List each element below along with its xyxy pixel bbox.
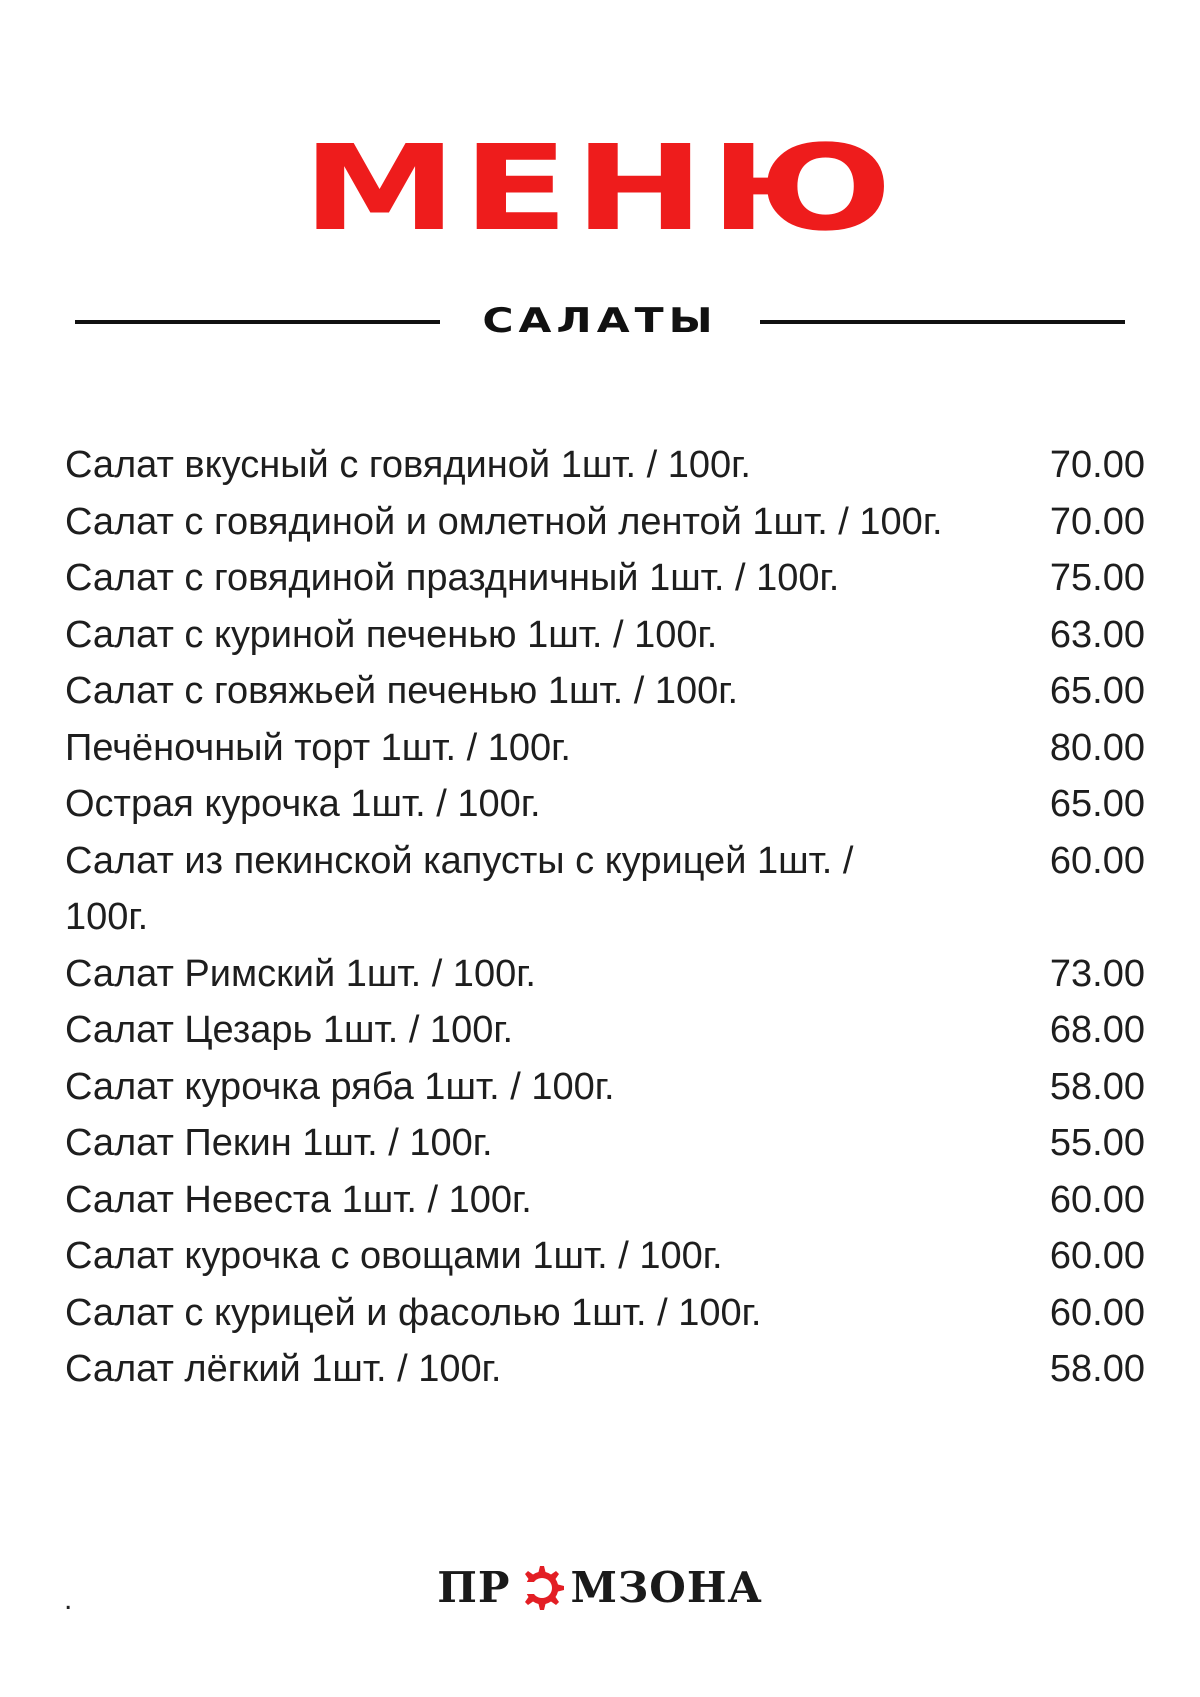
menu-item-price: 55.00 xyxy=(1049,1122,1145,1164)
menu-item-price: 60.00 xyxy=(1049,1291,1145,1334)
menu-item-price: 60.00 xyxy=(1049,1235,1145,1277)
menu-item-name: Салат из пекинской капусты с курицей 1шт. / 100г. xyxy=(65,839,854,938)
menu-item-price: 75.00 xyxy=(1049,557,1145,599)
footer-mark: . xyxy=(64,1583,73,1616)
menu-item-name: Салат с куриной печенью 1шт. / 100г. xyxy=(65,613,718,656)
menu-item xyxy=(65,1172,1145,1229)
menu-item xyxy=(65,1002,1145,1059)
menu-item-name: Салат курочка ряба 1шт. / 100г. xyxy=(65,1065,615,1108)
section-title: САЛАТЫ xyxy=(482,301,718,341)
menu-item xyxy=(65,437,1145,494)
logo-text-prefix: ПР xyxy=(437,1563,511,1612)
menu-item-name: Салат с говядиной и омлетной лентой 1шт. / 100г. xyxy=(65,500,943,543)
menu-item-name: Салат с говяжьей печенью 1шт. / 100г. xyxy=(65,670,739,712)
brand-logo xyxy=(0,1558,1200,1618)
menu-item xyxy=(65,1341,1145,1398)
menu-item-name: Салат с курицей и фасолью 1шт. / 100г. xyxy=(65,1291,762,1334)
menu-item-price: 58.00 xyxy=(1049,1348,1145,1390)
menu-item-name: Салат Цезарь 1шт. / 100г. xyxy=(65,1009,514,1051)
menu-item xyxy=(65,776,1145,833)
menu-item-list xyxy=(65,437,1145,1398)
menu-item-name: Печёночный торт 1шт. / 100г. xyxy=(65,726,571,769)
menu-item-price: 70.00 xyxy=(1049,444,1145,486)
section-divider-left xyxy=(75,320,440,324)
menu-item xyxy=(65,663,1145,720)
menu-item-price: 60.00 xyxy=(1049,1178,1145,1221)
menu-item-name: Салат Римский 1шт. / 100г. xyxy=(65,952,536,995)
logo-text-suffix: МЗОНА xyxy=(570,1563,763,1612)
menu-item xyxy=(65,1285,1145,1342)
menu-item-price: 65.00 xyxy=(1049,670,1145,712)
menu-item-price: 60.00 xyxy=(1049,839,1145,882)
menu-item-name: Салат Пекин 1шт. / 100г. xyxy=(65,1122,493,1164)
menu-item xyxy=(65,833,1145,946)
menu-item-name: Салат лёгкий 1шт. / 100г. xyxy=(65,1348,502,1390)
menu-item-price: 70.00 xyxy=(1049,500,1145,543)
menu-item-name: Салат вкусный с говядиной 1шт. / 100г. xyxy=(65,444,751,486)
menu-item-price: 58.00 xyxy=(1049,1065,1145,1108)
menu-item xyxy=(65,550,1145,607)
menu-item-name: Салат с говядиной праздничный 1шт. / 100г. xyxy=(65,557,840,599)
menu-item xyxy=(65,1228,1145,1285)
section-header xyxy=(75,296,1125,346)
menu-item xyxy=(65,946,1145,1003)
section-divider-right xyxy=(760,320,1125,324)
menu-item-name: Салат Невеста 1шт. / 100г. xyxy=(65,1178,532,1221)
menu-item-price: 63.00 xyxy=(1049,613,1145,656)
menu-item-name: Салат курочка с овощами 1шт. / 100г. xyxy=(65,1235,723,1277)
menu-item-price: 65.00 xyxy=(1049,783,1145,825)
menu-item-name: Острая курочка 1шт. / 100г. xyxy=(65,783,541,825)
menu-item xyxy=(65,720,1145,777)
menu-item-price: 68.00 xyxy=(1049,1009,1145,1051)
page-title: МЕНЮ xyxy=(302,119,898,257)
menu-item xyxy=(65,494,1145,551)
menu-item xyxy=(65,607,1145,664)
gear-icon xyxy=(512,1560,568,1616)
menu-item xyxy=(65,1059,1145,1116)
menu-item-price: 73.00 xyxy=(1049,952,1145,995)
menu-item-price: 80.00 xyxy=(1049,726,1145,769)
menu-item xyxy=(65,1115,1145,1172)
